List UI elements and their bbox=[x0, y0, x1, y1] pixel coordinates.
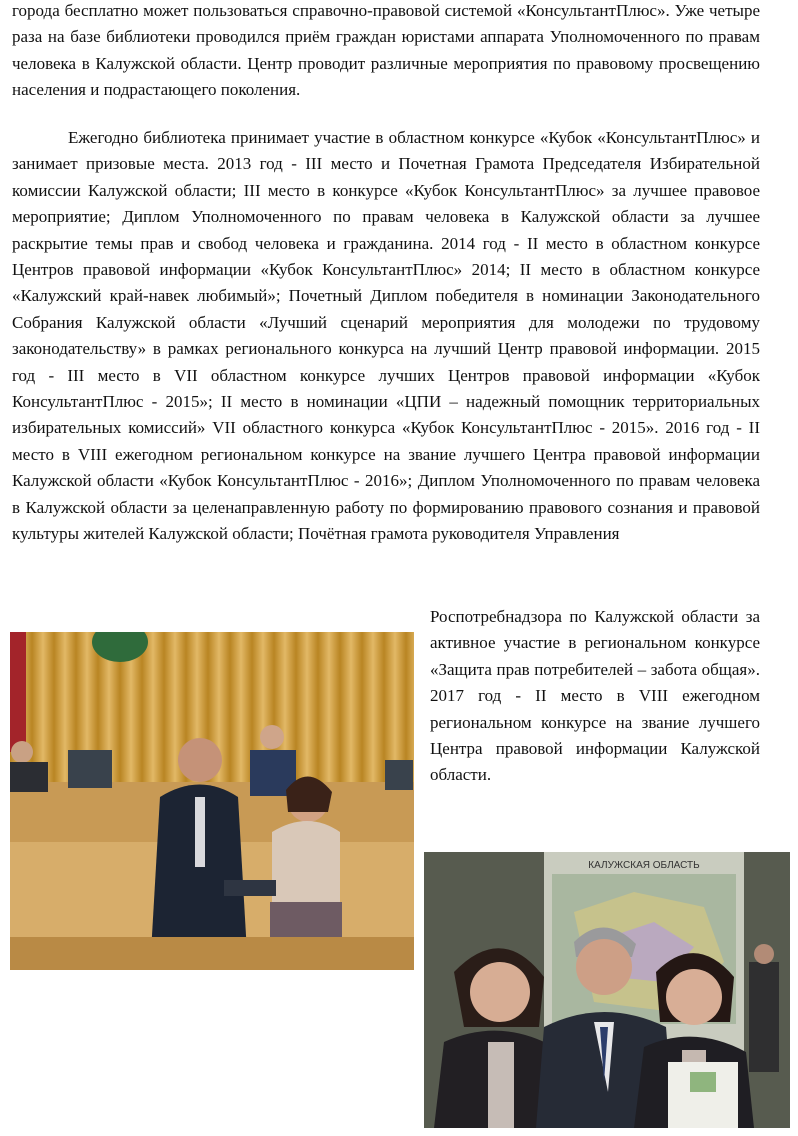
paragraph-awards-continued: Роспотребнадзора по Калужской области за активное участие в региональном конкурсе «Защита прав потребителей – забота общая». 2017 год - II место в VIII ежегодном региональном конкурсе на звание лучшего Центра правовой информации Калужской области. bbox=[430, 607, 760, 785]
group-map-photo bbox=[424, 852, 790, 1128]
paragraph-intro: города бесплатно может пользоваться справочно-правовой системой «КонсультантПлюс». Уже четыре раза на базе библиотеки проводился приём граждан юристами аппарата Уполномоченного по правам человека в Калужской области. Центр проводит различные мероприятия по правовому просвещению населения и подрастающего поколения. bbox=[12, 1, 760, 100]
map-label: КАЛУЖСКАЯ ОБЛАСТЬ bbox=[588, 860, 700, 871]
award-ceremony-photo bbox=[10, 632, 414, 970]
paragraph-awards: Ежегодно библиотека принимает участие в областном конкурсе «Кубок «КонсультантПлюс» и занимает призовые места. 2013 год - III место и Почетная Грамота Председателя Избирательной комиссии Калужской области; III место в конкурсе «Кубок КонсультантПлюс» за лучшее правовое мероприятие; Диплом Уполномоченного по правам человека в Калужской области за лучшее раскрытие темы прав и свобод человека и гражданина. 2014 год - II место в областном конкурсе Центров правовой информации «Кубок КонсультантПлюс» 2014; II место в областном конкурсе «Калужский край-навек любимый»; Почетный Диплом победителя в номинации Законодательного Собрания Калужской области «Лучший сценарий мероприятия для молодежи по трудовому законодательству» в рамках регионального конкурса на лучший Центр правовой информации. 2015 год - III место в VII областном конкурсе лучших Центров правовой информации «Кубок КонсультантПлюс - 2015»; II место в номинации «ЦПИ – надежный помощник территориальных избирательных комиссий» VII областного конкурса «Кубок КонсультантПлюс - 2015». 2016 год - II место в VIII ежегодном региональном конкурсе на звание лучшего Центра правовой информации Калужской области «Кубок КонсультантПлюс - 2016»; Диплом Уполномоченного по правам человека в Калужской области за целенаправленную работу по формированию правового сознания и правовой культуры жителей Калужской области; Почётная грамота руководителя Управления bbox=[12, 128, 760, 544]
award-ceremony-illustration bbox=[10, 632, 414, 970]
group-map-illustration bbox=[424, 852, 790, 1128]
